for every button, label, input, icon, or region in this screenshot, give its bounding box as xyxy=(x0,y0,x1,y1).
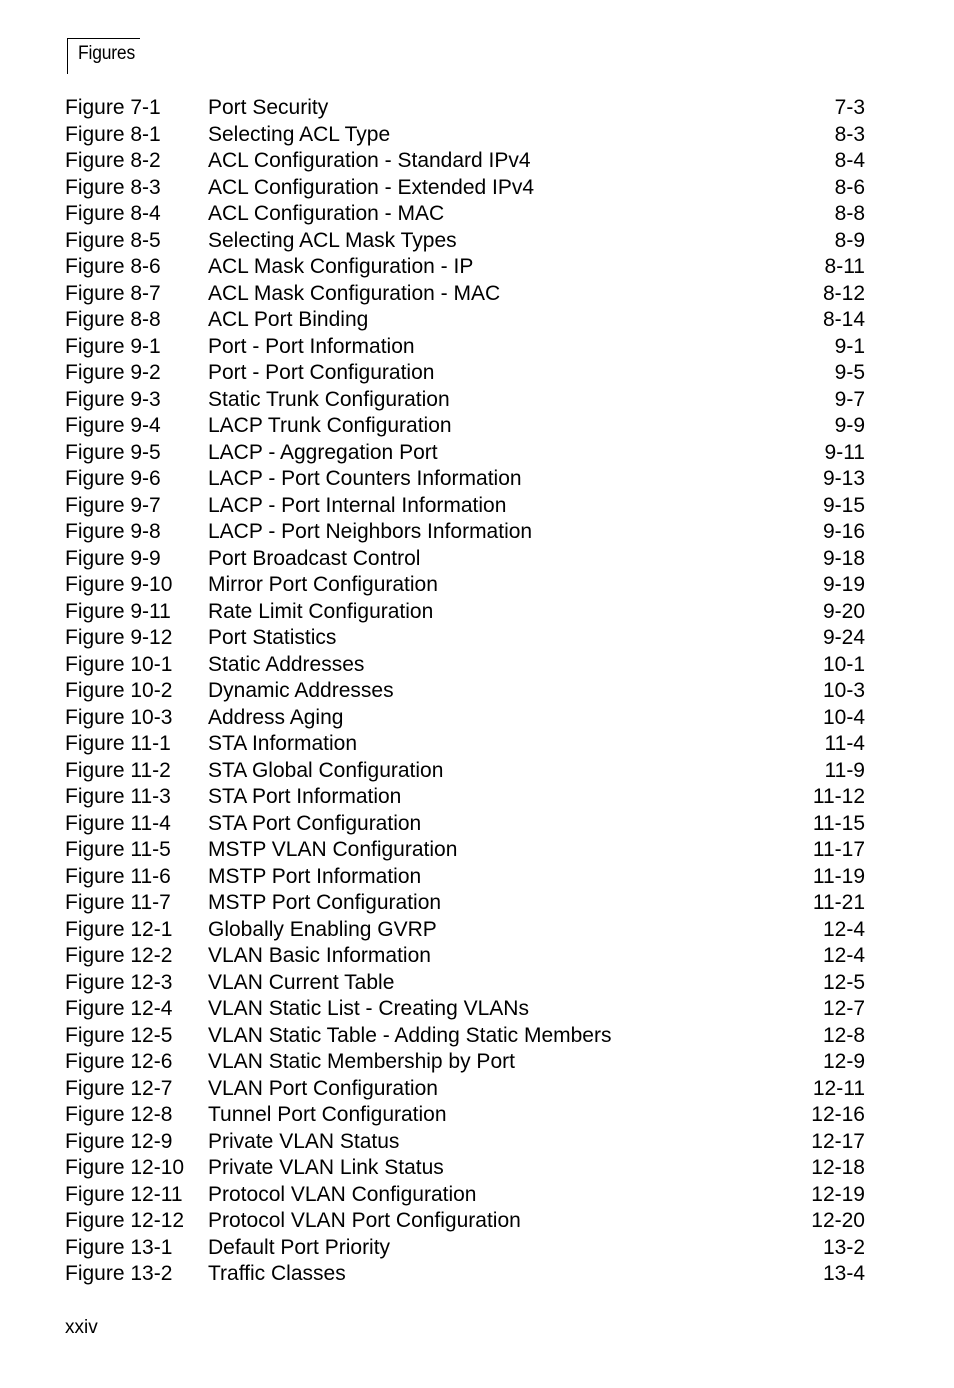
figure-entry xyxy=(65,1023,865,1050)
figure-page: 9-16 xyxy=(822,520,865,543)
figure-entry xyxy=(65,917,865,944)
figure-number: Figure 7-1 xyxy=(65,96,161,119)
figure-number: Figure 8-8 xyxy=(65,308,161,331)
figure-page: 9-13 xyxy=(822,467,865,490)
figure-title: STA Global Configuration xyxy=(208,758,444,782)
figure-page: 12-16 xyxy=(811,1103,865,1126)
section-header-tab xyxy=(67,38,140,74)
figure-title: Tunnel Port Configuration xyxy=(208,1103,447,1126)
figure-title: VLAN Static List - Creating VLANs xyxy=(208,997,529,1020)
figure-page: 12-19 xyxy=(811,1182,865,1206)
figure-entry xyxy=(65,572,865,599)
figure-page: 12-7 xyxy=(822,997,865,1020)
figure-entry xyxy=(65,1235,865,1262)
figure-entry xyxy=(65,122,865,149)
figure-page: 11-4 xyxy=(824,732,865,755)
figure-entry xyxy=(65,705,865,732)
figure-number: Figure 9-12 xyxy=(65,626,173,649)
figure-page: 9-15 xyxy=(822,493,865,517)
figure-entry xyxy=(65,1049,865,1076)
figure-page: 10-3 xyxy=(822,679,865,702)
figure-title: Private VLAN Status xyxy=(208,1129,400,1153)
figure-title: MSTP Port Configuration xyxy=(208,891,442,914)
figure-number: Figure 13-1 xyxy=(65,1235,173,1259)
figure-page: 11-9 xyxy=(824,758,865,782)
figure-title: Static Trunk Configuration xyxy=(208,387,450,411)
figure-page: 9-19 xyxy=(822,573,865,596)
figure-number: Figure 10-2 xyxy=(65,679,173,702)
figure-entry xyxy=(65,784,865,811)
figure-page: 8-12 xyxy=(822,281,865,305)
figure-entry xyxy=(65,546,865,573)
figure-title: Globally Enabling GVRP xyxy=(208,917,437,941)
figure-entry xyxy=(65,493,865,520)
figure-number: Figure 12-11 xyxy=(65,1182,183,1206)
figure-number: Figure 8-3 xyxy=(65,175,161,199)
figure-entry xyxy=(65,148,865,175)
figure-number: Figure 12-1 xyxy=(65,917,173,941)
figure-number: Figure 11-2 xyxy=(65,758,171,782)
figure-entry xyxy=(65,1102,865,1129)
figure-title: MSTP Port Information xyxy=(208,864,422,888)
figure-title: Private VLAN Link Status xyxy=(208,1156,444,1179)
figure-title: LACP - Port Neighbors Information xyxy=(208,520,533,543)
figure-page: 12-4 xyxy=(822,944,865,967)
figure-title: LACP - Aggregation Port xyxy=(208,440,438,464)
figure-page: 8-11 xyxy=(824,255,865,278)
figure-number: Figure 8-2 xyxy=(65,149,161,172)
figure-number: Figure 9-2 xyxy=(65,361,161,384)
figure-title: Selecting ACL Type xyxy=(208,122,391,146)
figure-title: ACL Port Binding xyxy=(208,308,369,331)
figure-number: Figure 12-9 xyxy=(65,1129,173,1153)
figure-page: 13-4 xyxy=(822,1262,865,1285)
figure-entry xyxy=(65,678,865,705)
figure-title: Selecting ACL Mask Types xyxy=(208,228,457,252)
figure-number: Figure 9-3 xyxy=(65,387,161,411)
figure-number: Figure 9-4 xyxy=(65,414,161,437)
figure-page: 9-5 xyxy=(834,361,865,384)
figure-page: 10-1 xyxy=(822,652,865,676)
page-number: xxiv xyxy=(65,1317,98,1338)
figure-entry xyxy=(65,731,865,758)
figure-number: Figure 8-1 xyxy=(65,122,161,146)
figure-title: Protocol VLAN Port Configuration xyxy=(208,1209,521,1232)
figure-number: Figure 12-7 xyxy=(65,1076,173,1100)
figure-page: 9-24 xyxy=(822,626,865,649)
figure-number: Figure 13-2 xyxy=(65,1262,173,1285)
figure-number: Figure 9-5 xyxy=(65,440,161,464)
figure-title: ACL Configuration - Extended IPv4 xyxy=(208,175,535,199)
figure-title: ACL Configuration - Standard IPv4 xyxy=(208,149,531,172)
figure-entry xyxy=(65,1261,865,1288)
figure-entry xyxy=(65,254,865,281)
figure-number: Figure 9-7 xyxy=(65,493,161,517)
figure-page: 11-15 xyxy=(812,811,865,835)
figure-title: ACL Mask Configuration - MAC xyxy=(208,281,501,305)
figure-title: VLAN Port Configuration xyxy=(208,1076,438,1100)
figure-title: Mirror Port Configuration xyxy=(208,573,438,596)
figure-entry xyxy=(65,387,865,414)
figure-entry xyxy=(65,890,865,917)
figure-number: Figure 9-10 xyxy=(65,573,173,596)
figure-title: STA Port Configuration xyxy=(208,811,422,835)
figure-title: Port - Port Information xyxy=(208,334,415,358)
figure-page: 10-4 xyxy=(822,705,865,729)
figure-number: Figure 12-3 xyxy=(65,970,173,994)
figure-entry xyxy=(65,201,865,228)
figure-title: Rate Limit Configuration xyxy=(208,599,434,623)
figure-entry xyxy=(65,440,865,467)
figure-number: Figure 8-4 xyxy=(65,202,161,225)
figure-page: 11-12 xyxy=(812,785,865,808)
figure-page: 12-18 xyxy=(811,1156,865,1179)
figure-entry xyxy=(65,996,865,1023)
figure-number: Figure 10-1 xyxy=(65,652,173,676)
figure-title: STA Port Information xyxy=(208,785,402,808)
figure-entry xyxy=(65,1155,865,1182)
figure-title: LACP Trunk Configuration xyxy=(208,414,452,437)
figure-page: 12-5 xyxy=(822,970,865,994)
figure-title: Port Broadcast Control xyxy=(208,546,421,570)
figure-number: Figure 12-8 xyxy=(65,1103,173,1126)
figure-page: 8-8 xyxy=(834,202,865,225)
section-label: Figures xyxy=(78,43,136,64)
figure-page: 8-3 xyxy=(834,122,865,146)
figure-entry xyxy=(65,519,865,546)
figure-entry xyxy=(65,1129,865,1156)
figure-number: Figure 9-8 xyxy=(65,520,161,543)
figure-page: 12-17 xyxy=(811,1129,865,1153)
figure-page: 8-4 xyxy=(834,149,865,172)
figure-page: 11-21 xyxy=(812,891,865,914)
figure-page: 8-6 xyxy=(834,175,865,199)
figure-number: Figure 11-5 xyxy=(65,838,171,861)
figure-title: Static Addresses xyxy=(208,652,365,676)
figure-number: Figure 8-5 xyxy=(65,228,161,252)
figure-title: Port - Port Configuration xyxy=(208,361,435,384)
figure-title: VLAN Basic Information xyxy=(208,944,431,967)
figure-title: Default Port Priority xyxy=(208,1235,391,1259)
figure-entry xyxy=(65,625,865,652)
figure-page: 9-11 xyxy=(824,440,865,464)
figure-page: 9-1 xyxy=(834,334,865,358)
figure-number: Figure 11-6 xyxy=(65,864,171,888)
figure-title: Traffic Classes xyxy=(208,1262,346,1285)
figure-page: 9-20 xyxy=(822,599,865,623)
figure-number: Figure 12-4 xyxy=(65,997,173,1020)
figure-title: MSTP VLAN Configuration xyxy=(208,838,458,861)
figure-entry xyxy=(65,334,865,361)
figure-page: 7-3 xyxy=(834,96,865,119)
figure-entry xyxy=(65,307,865,334)
figure-page: 9-7 xyxy=(834,387,865,411)
figure-entry xyxy=(65,360,865,387)
figure-title: STA Information xyxy=(208,732,358,755)
figure-entry xyxy=(65,652,865,679)
figure-number: Figure 11-4 xyxy=(65,811,171,835)
figure-number: Figure 11-3 xyxy=(65,785,171,808)
figure-number: Figure 9-6 xyxy=(65,467,161,490)
figure-entry xyxy=(65,758,865,785)
figure-number: Figure 9-1 xyxy=(65,334,161,358)
figure-list xyxy=(65,95,865,1288)
figure-page: 12-11 xyxy=(812,1076,865,1100)
figure-title: VLAN Current Table xyxy=(208,970,395,994)
figure-title: Address Aging xyxy=(208,705,344,729)
figure-title: ACL Configuration - MAC xyxy=(208,202,445,225)
figure-entry xyxy=(65,1208,865,1235)
figure-entry xyxy=(65,811,865,838)
figure-entry xyxy=(65,281,865,308)
figure-title: Protocol VLAN Configuration xyxy=(208,1182,477,1206)
figure-title: Dynamic Addresses xyxy=(208,679,394,702)
figure-entry xyxy=(65,1182,865,1209)
figure-number: Figure 11-1 xyxy=(65,732,171,755)
figure-entry xyxy=(65,599,865,626)
figure-page: 12-20 xyxy=(811,1209,865,1232)
figure-title: Port Statistics xyxy=(208,626,337,649)
figure-page: 8-14 xyxy=(822,308,865,331)
figure-page: 8-9 xyxy=(834,228,865,252)
figure-title: LACP - Port Counters Information xyxy=(208,467,522,490)
figure-page: 12-4 xyxy=(822,917,865,941)
figure-number: Figure 8-6 xyxy=(65,255,161,278)
figure-entry xyxy=(65,1076,865,1103)
figure-page: 11-19 xyxy=(812,864,865,888)
figure-entry xyxy=(65,175,865,202)
figure-number: Figure 9-11 xyxy=(65,599,171,623)
figure-title: Port Security xyxy=(208,96,329,119)
figure-page: 9-18 xyxy=(822,546,865,570)
figure-title: LACP - Port Internal Information xyxy=(208,493,507,517)
figure-page: 11-17 xyxy=(812,838,865,861)
figure-entry xyxy=(65,228,865,255)
figure-page: 9-9 xyxy=(834,414,865,437)
figure-entry xyxy=(65,837,865,864)
figure-page: 13-2 xyxy=(822,1235,865,1259)
figure-entry xyxy=(65,413,865,440)
figure-page: 12-8 xyxy=(822,1023,865,1047)
figure-number: Figure 12-10 xyxy=(65,1156,185,1179)
figure-number: Figure 9-9 xyxy=(65,546,161,570)
figure-entry xyxy=(65,970,865,997)
figure-entry xyxy=(65,864,865,891)
figure-entry xyxy=(65,943,865,970)
figure-number: Figure 11-7 xyxy=(65,891,171,914)
figure-number: Figure 8-7 xyxy=(65,281,161,305)
figure-entry xyxy=(65,95,865,122)
figure-number: Figure 12-2 xyxy=(65,944,173,967)
figure-number: Figure 10-3 xyxy=(65,705,173,729)
figure-number: Figure 12-6 xyxy=(65,1050,173,1073)
figure-number: Figure 12-5 xyxy=(65,1023,173,1047)
figure-number: Figure 12-12 xyxy=(65,1209,185,1232)
figure-entry xyxy=(65,466,865,493)
figure-title: VLAN Static Membership by Port xyxy=(208,1050,515,1073)
figure-page: 12-9 xyxy=(822,1050,865,1073)
figure-title: ACL Mask Configuration - IP xyxy=(208,255,474,278)
figure-title: VLAN Static Table - Adding Static Members xyxy=(208,1023,612,1047)
